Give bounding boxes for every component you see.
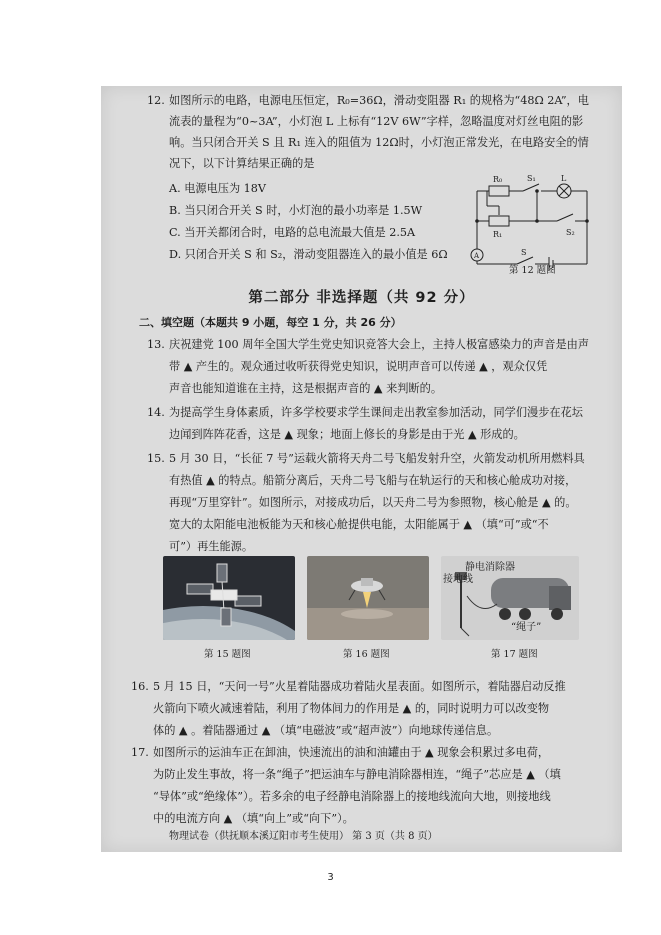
q16-line-2: 火箭向下喷火减速着陆，利用了物体间力的作用是 ▲ 的，同时说明力可以改变物	[153, 702, 550, 715]
q13-line-2: 带 ▲ 产生的。观众通过收听获得党史知识，说明声音可以传递 ▲ ，观众仅凭	[169, 360, 548, 373]
label-ammeter: A	[474, 252, 480, 260]
q12-figure-caption: 第 12 题图	[509, 265, 556, 276]
figure-15-caption: 第 15 题图	[204, 649, 251, 660]
q12-line-2: 流表的量程为“0~3A”，小灯泡 L 上标有“12V 6W”字样，忽略温度对灯丝电阻的影	[169, 115, 584, 128]
q17-line-2: 为防止发生事故，将一条“绳子”把运油车与静电消除器相连，“绳子”芯应是 ▲ （填	[153, 768, 561, 781]
fill-in-heading: 二、填空题（本题共 9 小题，每空 1 分，共 26 分）	[139, 316, 402, 329]
q16-line-1: 5 月 15 日，“天问一号”火星着陆器成功着陆火星表面。如图所示，着陆器启动反推	[153, 680, 566, 693]
q16-line-3: 体的 ▲ 。着陆器通过 ▲ （填“电磁波”或“超声波”）向地球传递信息。	[153, 724, 499, 737]
label-s2: S₂	[566, 228, 575, 237]
figure-17-oil-truck	[441, 556, 579, 640]
q14-line-1: 为提高学生身体素质，许多学校要求学生课间走出教室参加活动，同学们漫步在花坛	[169, 406, 583, 419]
figure-16-mars-lander	[307, 556, 429, 640]
q15-line-5: 可”）再生能源。	[169, 540, 254, 553]
page-number: 3	[327, 872, 334, 883]
label-eliminator: 静电消除器	[465, 562, 515, 573]
q15-line-1: 5 月 30 日，“长征 7 号”运载火箭将天舟二号飞船发射升空，火箭发动机所用燃料具	[169, 452, 585, 465]
q12-circuit-diagram	[457, 171, 607, 276]
label-lamp: L	[561, 174, 567, 183]
label-s1: S₁	[527, 174, 536, 183]
figure-16-caption: 第 16 题图	[343, 649, 390, 660]
q12-option-c: C. 当开关都闭合时，电路的总电流最大值是 2.5A	[169, 226, 416, 239]
q14-number: 14.	[147, 406, 165, 419]
label-s: S	[521, 248, 527, 257]
q14-line-2: 边闻到阵阵花香，这是 ▲ 现象；地面上修长的身影是由于光 ▲ 形成的。	[169, 428, 525, 441]
q17-line-4: 中的电流方向 ▲ （填“向上”或“向下”）。	[153, 812, 354, 825]
q17-line-3: “导体”或“绝缘体”）。若多余的电子经静电消除器上的接地线流向大地，则接地线	[153, 790, 551, 803]
q12-option-b: B. 当只闭合开关 S 时，小灯泡的最小功率是 1.5W	[169, 204, 423, 217]
label-ground-wire: 接地线	[443, 574, 473, 585]
q13-number: 13.	[147, 338, 165, 351]
figure-15-space-station	[163, 556, 295, 640]
q12-number: 12.	[147, 94, 165, 107]
q12-line-1: 如图所示的电路，电源电压恒定，R₀=36Ω，滑动变阻器 R₁ 的规格为“48Ω 2A”，电	[169, 94, 589, 107]
q15-number: 15.	[147, 452, 165, 465]
q17-line-1: 如图所示的运油车正在卸油，快速流出的油和油罐由于 ▲ 现象会积累过多电荷，	[153, 746, 550, 759]
q17-number: 17.	[131, 746, 149, 759]
exam-page	[101, 86, 622, 852]
figure-17-caption: 第 17 题图	[491, 649, 538, 660]
exam-footer: 物理试卷（供抚顺本溪辽阳市考生使用） 第 3 页（共 8 页）	[169, 831, 438, 842]
q13-line-3: 声音也能知道谁在主持，这是根据声音的 ▲ 来判断的。	[169, 382, 443, 395]
q15-line-2: 有热值 ▲ 的特点。船箭分离后，天舟二号飞船与在轨运行的天和核心舱成功对接，	[169, 474, 577, 487]
q12-line-4: 况下，以下计算结果正确的是	[169, 157, 315, 170]
q12-line-3: 响。当只闭合开关 S 且 R₁ 连入的阻值为 12Ω时，小灯泡正常发光，在电路安全的情	[169, 136, 589, 149]
label-r1: R₁	[493, 230, 503, 239]
label-r0: R₀	[493, 175, 503, 184]
q12-option-d: D. 只闭合开关 S 和 S₂，滑动变阻器连入的最小值是 6Ω	[169, 248, 448, 261]
q15-line-3: 再现“万里穿针”。如图所示，对接成功后，以天舟二号为参照物，核心舱是 ▲ 的。	[169, 496, 577, 509]
q16-number: 16.	[131, 680, 149, 693]
q15-line-4: 宽大的太阳能电池板能为天和核心舱提供电能，太阳能属于 ▲ （填“可”或“不	[169, 518, 549, 531]
q13-line-1: 庆祝建党 100 周年全国大学生党史知识竞答大会上，主持人极富感染力的声音是由声	[169, 338, 590, 351]
label-rope: “绳子”	[511, 622, 542, 633]
q12-option-a: A. 电源电压为 18V	[169, 182, 267, 195]
section2-title: 第二部分 非选择题（共 92 分）	[248, 290, 475, 306]
